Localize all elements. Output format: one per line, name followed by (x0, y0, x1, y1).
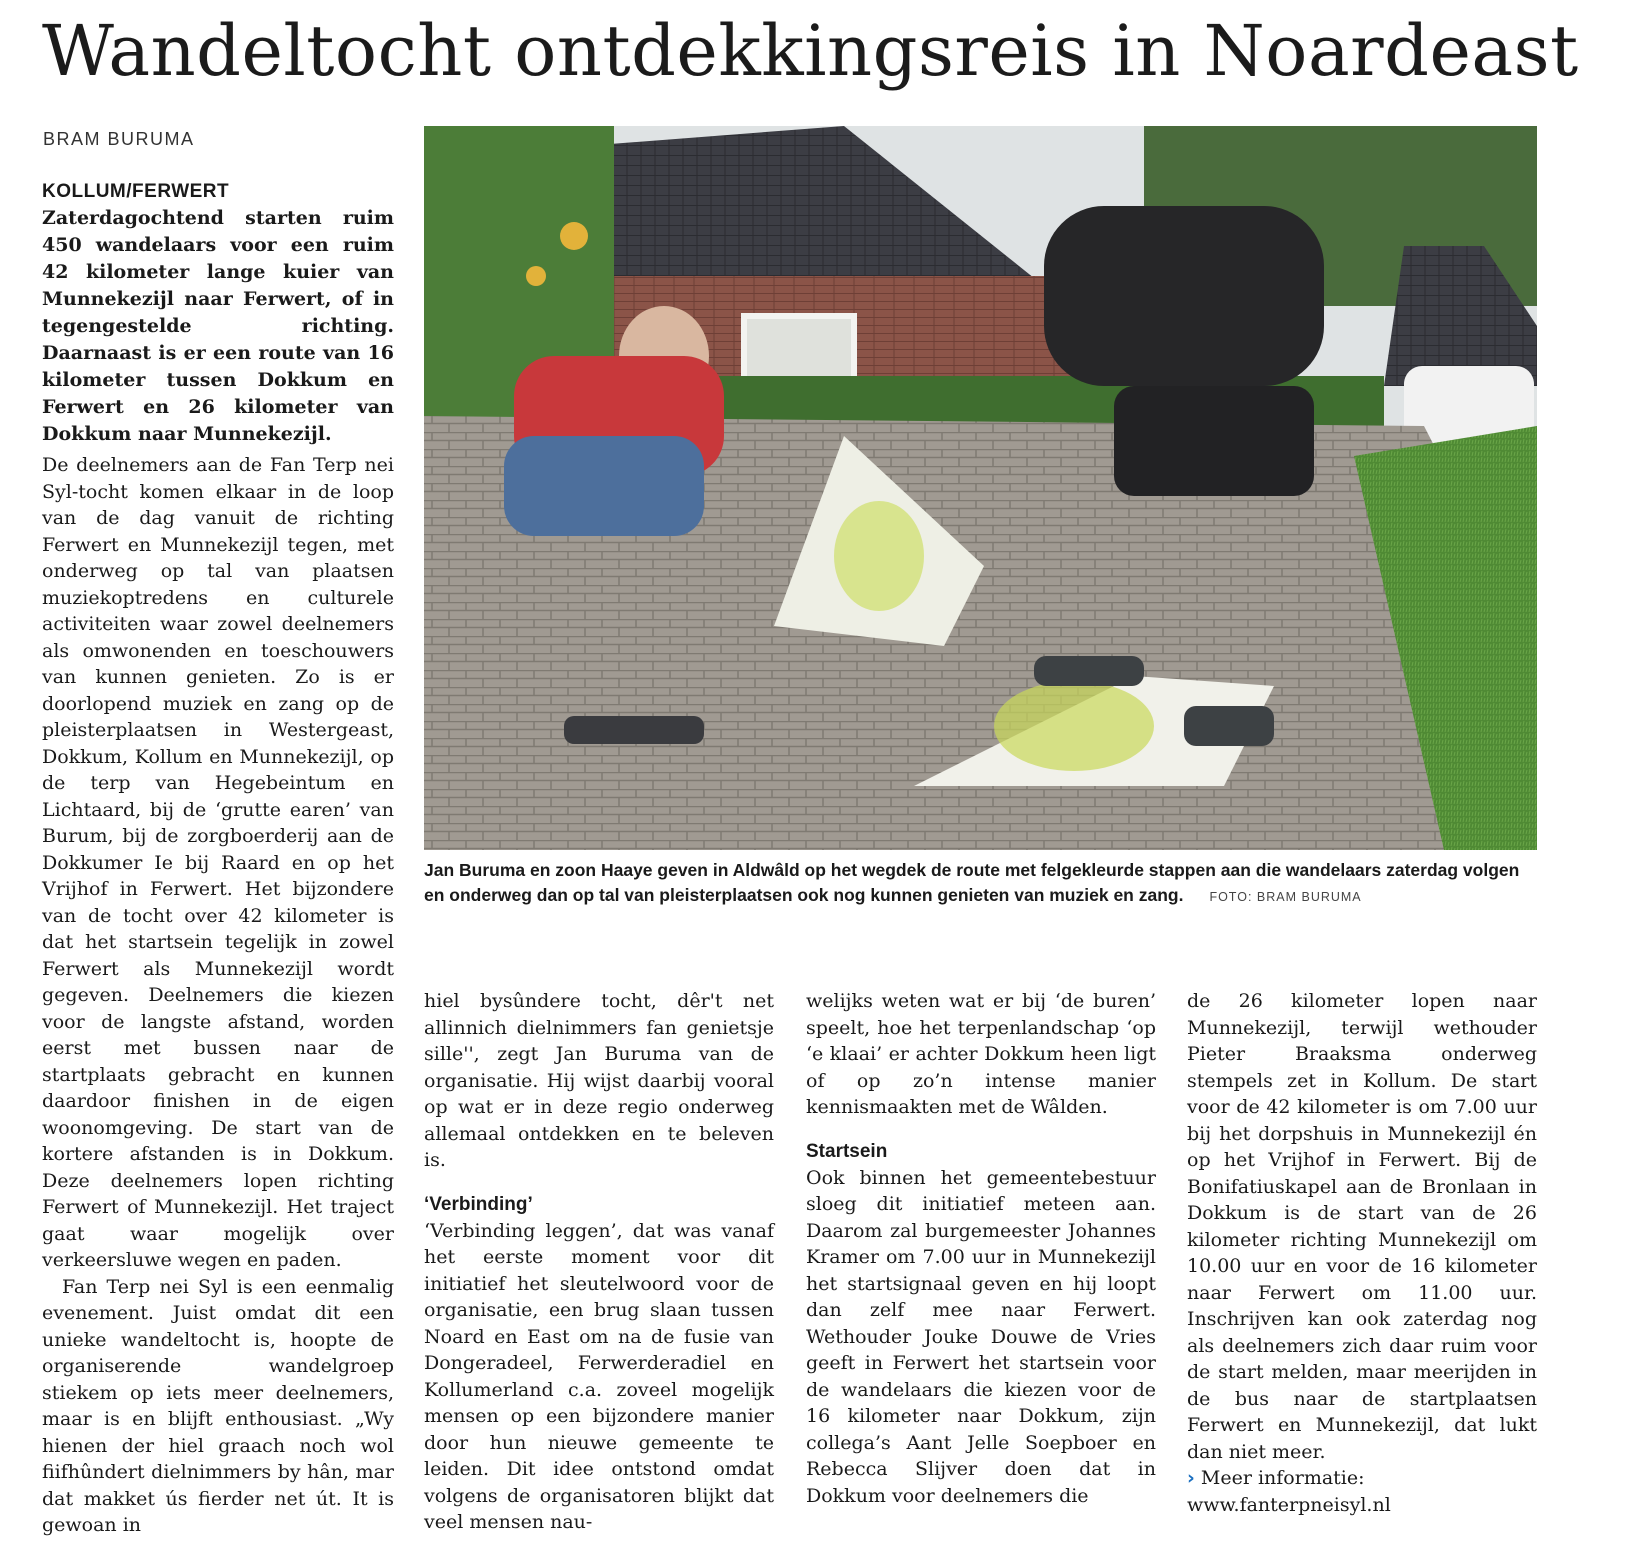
body-paragraph: hiel bysûndere tocht, dêr't net allinnich dielnimmers fan genietsje sille'', zegt Jan Buruma van de organisatie. Hij wijst daarbij vooral op wat er in deze regio onderweg allemaal ontdekken en te beleven is. (424, 990, 774, 1171)
more-info (1187, 1465, 1537, 1518)
subhead-verbinding: ‘Verbinding’ (424, 1193, 533, 1215)
chevron-right-icon: › (1187, 1467, 1195, 1489)
website-link[interactable]: www.fanterpneisyl.nl (1187, 1493, 1391, 1516)
photo-credit: FOTO: BRAM BURUMA (1209, 890, 1362, 904)
body-paragraph: Ook binnen het gemeentebestuur sloeg dit initiatief meteen aan. Daarom zal burgemeester Johannes Kramer om 7.00 uur in Munnekezijl het startsignaal geven en hij loopt dan zelf mee naar Ferwert. Wethouder Jouke Douwe de Vries geeft in Ferwert het startsein voor de wandelaars die kiezen voor de 16 kilometer naar Dokkum, zijn collega’s Aant Jelle Soepboer en Rebecca Slijver doen dat in Dokkum voor deelnemers die (806, 1166, 1156, 1507)
body-paragraph: welijks weten wat er bij ‘de buren’ speelt, hoe het terpenlandschap ‘op ‘e klaai’ er achter Dokkum heen ligt of op zo’n intense manier kennismaakten met de Wâlden. (806, 990, 1156, 1118)
column-1 (42, 452, 394, 1539)
dateline: KOLLUM/FERWERT (42, 181, 230, 202)
body-paragraph: Fan Terp nei Syl is een eenmalig evenement. Juist omdat dit een unieke wandeltocht is, hoopte de organiserende wandelgroep stiekem op iets meer deelnemers, maar is en blijft enthousiast. „Wy hienen der hiel graach noch wol fiifhûndert dielnimmers by hân, mar dat makket ús fierder net út. It is gewoan in (42, 1275, 394, 1536)
column-3 (806, 988, 1156, 1509)
lead-paragraph (42, 178, 394, 448)
photo-caption (424, 858, 1537, 910)
photo-illustration (424, 126, 1537, 850)
caption-text: Jan Buruma en zoon Haaye geven in Aldwâld op het wegdek de route met felgekleurde stappen aan die wandelaars zaterdag volgen en onderweg dan op tal van pleisterplaatsen ook nog kunnen genieten van muziek en zang. (424, 860, 1520, 905)
body-paragraph: De deelnemers aan de Fan Terp nei Syl-tocht komen elkaar in de loop van de dag vanuit de richting Ferwert en Munnekezijl tegen, met onderweg op tal van plaatsen muziekoptredens en culturele activiteiten waar zowel deelnemers als omwonenden en toeschouwers van kunnen genieten. Zo is er doorlopend muziek en zang op de pleisterplaatsen in Westergeast, Dokkum, Kollum en Munnekezijl, op de terp van Hegebeintum en Lichtaard, bij de ‘grutte earen’ van Burum, bij de zorgboerderij aan de Dokkumer Ie bij Raard en op het Vrijhof in Ferwert. Het bijzondere van de tocht over 42 kilometer is dat het startsein tegelijk in zowel Ferwert als Munnekezijl wordt gegeven. Deelnemers die kiezen voor de langste afstand, worden eerst met bussen naar de startplaats gebracht en kunnen daardoor finishen in de eigen woonomgeving. De start van de kortere afstanden is in Dokkum. Deze deelnemers lopen richting Ferwert of Munnekezijl. Het traject gaat waar mogelijk over verkeersluwe wegen en paden. (42, 454, 394, 1271)
byline: BRAM BURUMA (43, 129, 195, 149)
column-2 (424, 988, 774, 1536)
subhead-startsein: Startsein (806, 1140, 888, 1162)
more-info-label: Meer informatie: (1200, 1467, 1365, 1489)
body-paragraph: ‘Verbinding leggen’, dat was vanaf het eerste moment voor dit initiatief het sleutelwoord voor de organisatie, een brug slaan tussen Noard en East om na de fusie van Dongeradeel, Ferwerderadiel en Kollumerland c.a. zoveel mogelijk mensen op een bijzondere manier door hun nieuwe gemeente te leiden. Dit idee ontstond omdat volgens de organisatoren blijkt dat veel mensen nau- (424, 1219, 774, 1533)
headline: Wandeltocht ontdekkingsreis in Noardeast (42, 10, 1579, 92)
article-photo (424, 126, 1537, 850)
body-paragraph: de 26 kilometer lopen naar Munnekezijl, terwijl wethouder Pieter Braaksma onderweg stempels zet in Kollum. De start voor de 42 kilometer is om 7.00 uur bij het dorpshuis in Munnekezijl én op het Vrijhof in Ferwert. Bij de Bonifatiuskapel aan de Bronlaan in Dokkum is de start van de 26 kilometer richting Munnekezijl om 10.00 uur en voor de 16 kilometer naar Ferwert om 11.00 uur. Inschrijven kan ook zaterdag nog als deelnemers zich daar ruim voor de start melden, maar meerijden in de bus naar de startplaatsen Ferwert en Munnekezijl, dat lukt dan niet meer. (1187, 990, 1537, 1463)
lead-text: Zaterdagochtend starten ruim 450 wandelaars voor een ruim 42 kilometer lange kuier van Munnekezijl naar Ferwert, of in tegengestelde richting. Daarnaast is er een route van 16 kilometer tussen Dokkum en Ferwert en 26 kilometer van Dokkum naar Munnekezijl. (42, 207, 394, 445)
column-4 (1187, 988, 1537, 1518)
